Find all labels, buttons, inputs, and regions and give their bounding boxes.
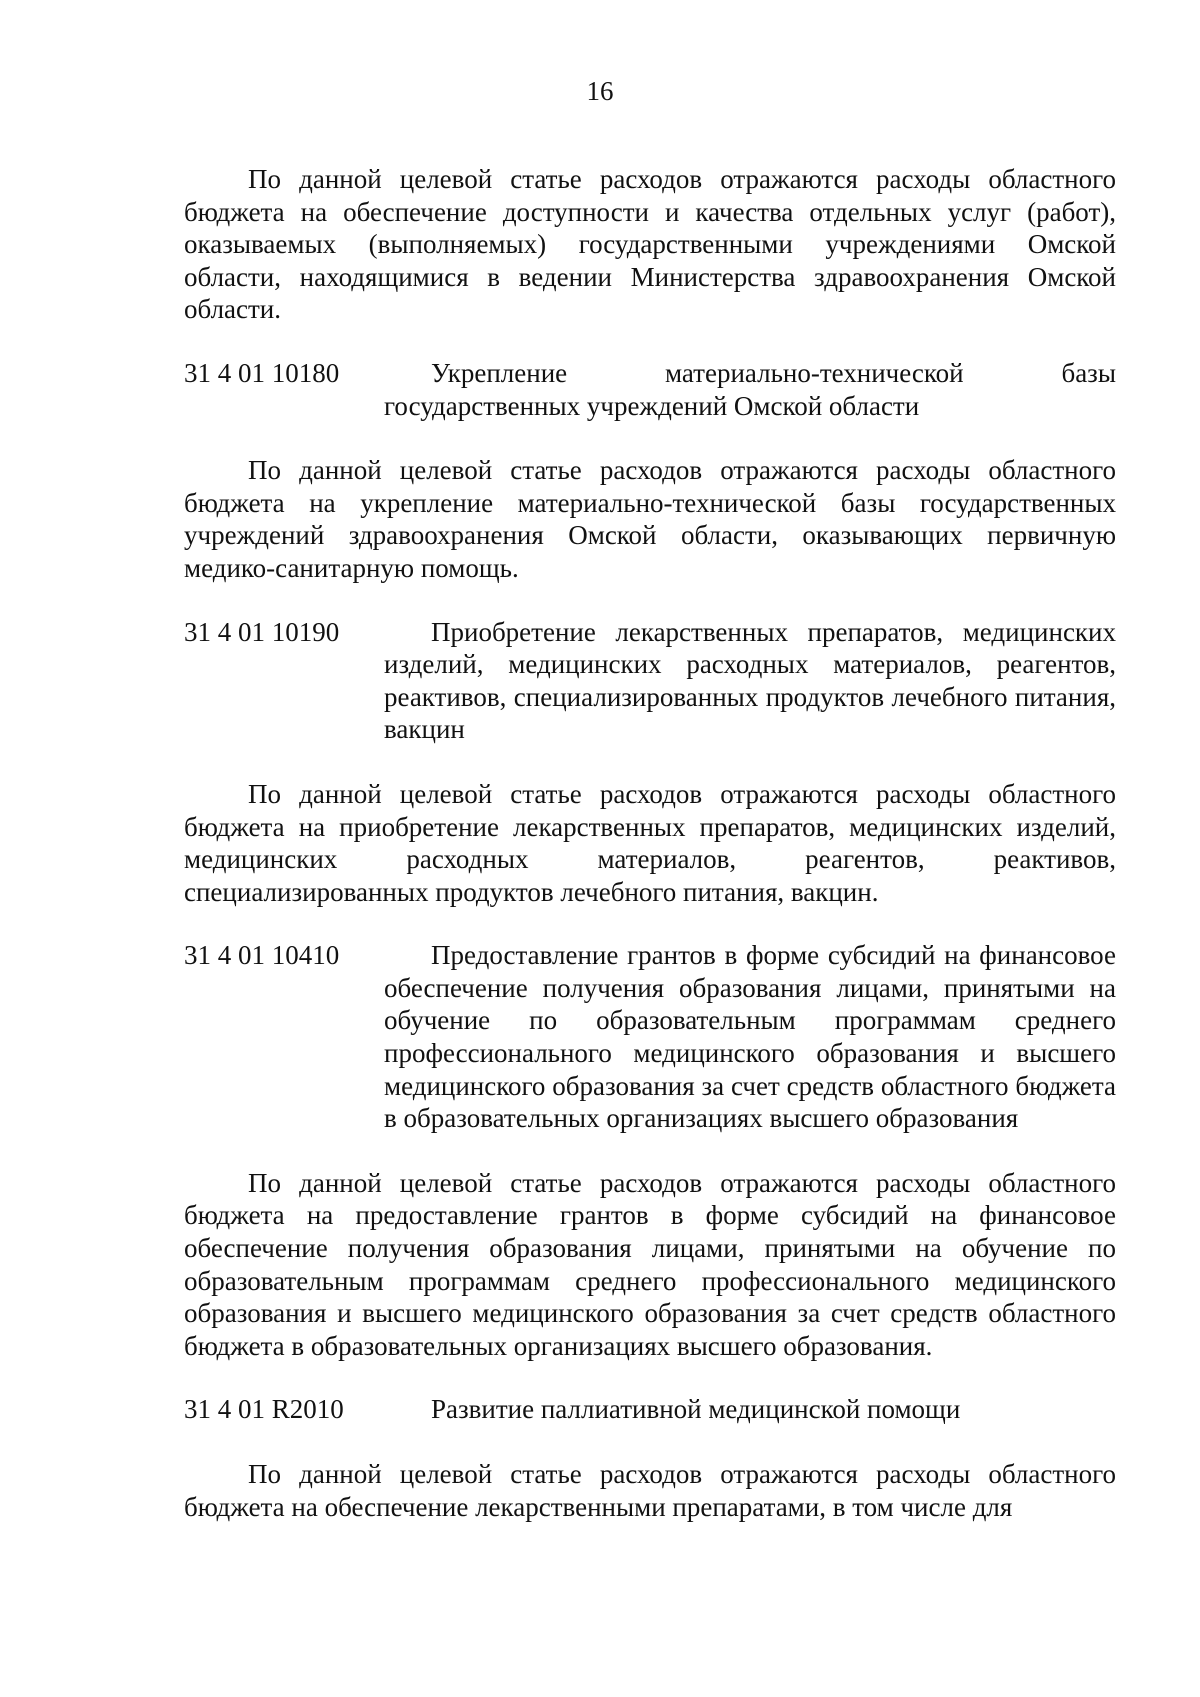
paragraph: По данной целевой статье расходов отражаются расходы областного бюджета на обеспечение лекарственными препаратами, в том числе для bbox=[184, 1459, 1116, 1522]
document-body bbox=[184, 163, 1116, 1523]
budget-code: 31 4 01 R2010 bbox=[184, 1394, 344, 1425]
budget-code-entry bbox=[184, 616, 1116, 746]
budget-code-title: Предоставление грантов в форме субсидий на финансовое обеспечение получения образования лицами, принятыми на обучение по образовательным программам среднего профессионального медицинского образования и высшего медицинского образования за счет средств областного бюджета в образовательных организациях высшего образования bbox=[384, 940, 1116, 1134]
budget-code-title: Приобретение лекарственных препаратов, медицинских изделий, медицинских расходных материалов, реагентов, реактивов, специализированных продуктов лечебного питания, вакцин bbox=[384, 616, 1116, 745]
paragraph: По данной целевой статье расходов отражаются расходы областного бюджета на предоставление грантов в форме субсидий на финансовое обеспечение получения образования лицами, принятыми на обучение по образовательным программам среднего профессионального медицинского образования и высшего медицинского образования за счет средств областного бюджета в образовательных организациях высшего образования. bbox=[184, 1167, 1116, 1361]
paragraph: По данной целевой статье расходов отражаются расходы областного бюджета на приобретение лекарственных препаратов, медицинских изделий, медицинских расходных материалов, реагентов, реактивов, специализированных продуктов лечебного питания, вакцин. bbox=[184, 778, 1116, 907]
paragraph: По данной целевой статье расходов отражаются расходы областного бюджета на обеспечение доступности и качества отдельных услуг (работ), оказываемых (выполняемых) государственными учреждениями Омской области, находящимися в ведении Министерства здравоохранения Омской области. bbox=[184, 164, 1116, 325]
budget-code: 31 4 01 10190 bbox=[184, 616, 340, 647]
budget-code-title: Укрепление материально-технической базы государственных учреждений Омской области bbox=[384, 357, 1116, 421]
budget-code-entry bbox=[184, 939, 1116, 1135]
budget-code-entry bbox=[184, 1393, 1116, 1426]
paragraph: По данной целевой статье расходов отражаются расходы областного бюджета на укрепление материально-технической базы государственных учреждений здравоохранения Омской области, оказывающих первичную медико-санитарную помощь. bbox=[184, 455, 1116, 583]
budget-code-entry bbox=[184, 357, 1116, 422]
budget-code: 31 4 01 10410 bbox=[184, 940, 340, 971]
page-number: 16 bbox=[586, 76, 614, 106]
budget-code-title: Развитие паллиативной медицинской помощи bbox=[431, 1394, 961, 1425]
budget-code: 31 4 01 10180 bbox=[184, 357, 340, 388]
